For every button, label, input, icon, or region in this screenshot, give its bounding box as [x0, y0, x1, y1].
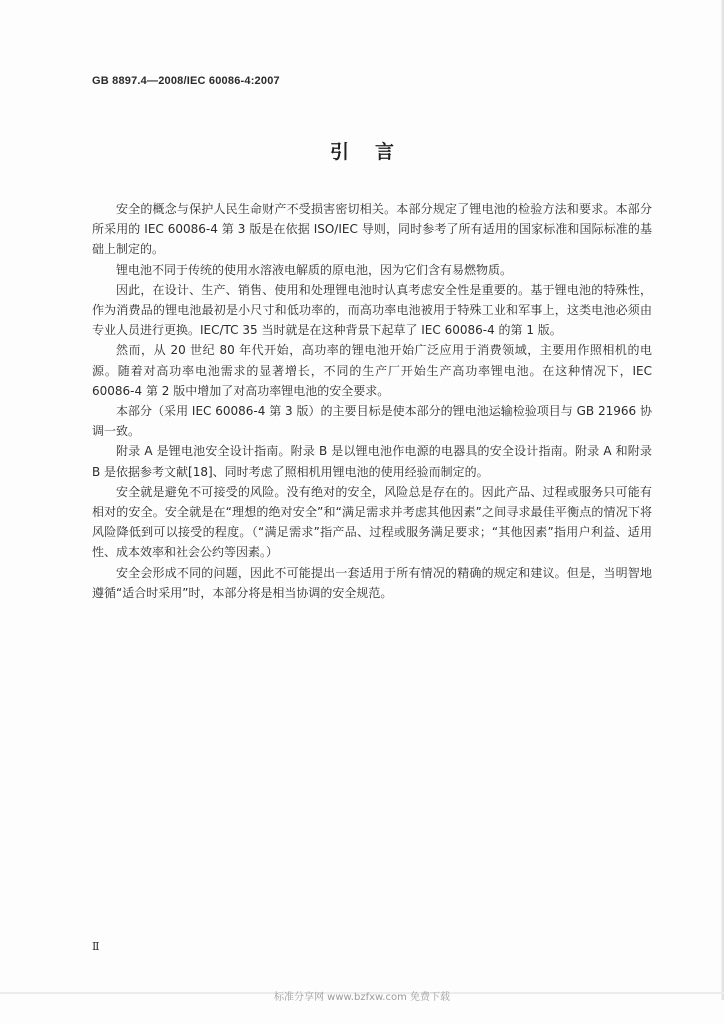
- page-number: Ⅱ: [92, 941, 100, 953]
- paragraph: 安全的概念与保护人民生命财产不受损害密切相关。本部分规定了锂电池的检验方法和要求。本部分所采用的 IEC 60086-4 第 3 版是在依据 ISO/IEC 导则，同时参考了所有适用的国家标准和国际标准的基础上制定的。: [92, 202, 652, 257]
- paragraph: 因此，在设计、生产、销售、使用和处理锂电池时认真考虑安全性是重要的。基于锂电池的特殊性，作为消费品的锂电池最初是小尺寸和低功率的，而高功率电池被用于特殊工业和军事上，这类电池必须由专业人员进行更换。IEC/TC 35 当时就是在这种背景下起草了 IEC 60086-4 的第 1 版。: [92, 282, 652, 338]
- body-text: [92, 199, 652, 603]
- watermark-footer: 标准分享网 www.bzfxw.com 免费下载: [274, 992, 450, 1003]
- standard-code-header: GB 8897.4—2008/IEC 60086-4:2007: [92, 75, 280, 87]
- paragraph: 本部分（采用 IEC 60086-4 第 3 版）的主要目标是使本部分的锂电池运输检验项目与 GB 21966 协调一致。: [92, 404, 652, 439]
- paragraph: 安全就是避免不可接受的风险。没有绝对的安全，风险总是存在的。因此产品、过程或服务只可能有相对的安全。安全就是在“理想的绝对安全”和“满足需求并考虑其他因素”之间寻求最佳平衡点的情况下将风险降低到可以接受的程度。（“满足需求”指产品、过程或服务满足要求；“其他因素”指用户利益、适用性、成本效率和社会公约等因素。）: [92, 484, 652, 560]
- paragraph: 安全会形成不同的问题，因此不可能提出一套适用于所有情况的精确的规定和建议。但是，当明智地遵循“适合时采用”时，本部分将是相当协调的安全规范。: [92, 565, 652, 600]
- section-title: 引言: [329, 141, 420, 163]
- paragraph: 附录 A 是锂电池安全设计指南。附录 B 是以锂电池作电源的电器具的安全设计指南。附录 A 和附录 B 是依据参考文献[18]、同时考虑了照相机用锂电池的使用经验而制定的。: [92, 444, 652, 479]
- paragraph: 锂电池不同于传统的使用水溶液电解质的原电池，因为它们含有易燃物质。: [116, 262, 513, 277]
- paragraph: 然而，从 20 世纪 80 年代开始，高功率的锂电池开始广泛应用于消费领域，主要用作照相机的电源。随着对高功率电池需求的显著增长，不同的生产厂开始生产高功率锂电池。在这种情况下，IEC 60086-4 第 2 版中增加了对高功率锂电池的安全要求。: [92, 343, 652, 398]
